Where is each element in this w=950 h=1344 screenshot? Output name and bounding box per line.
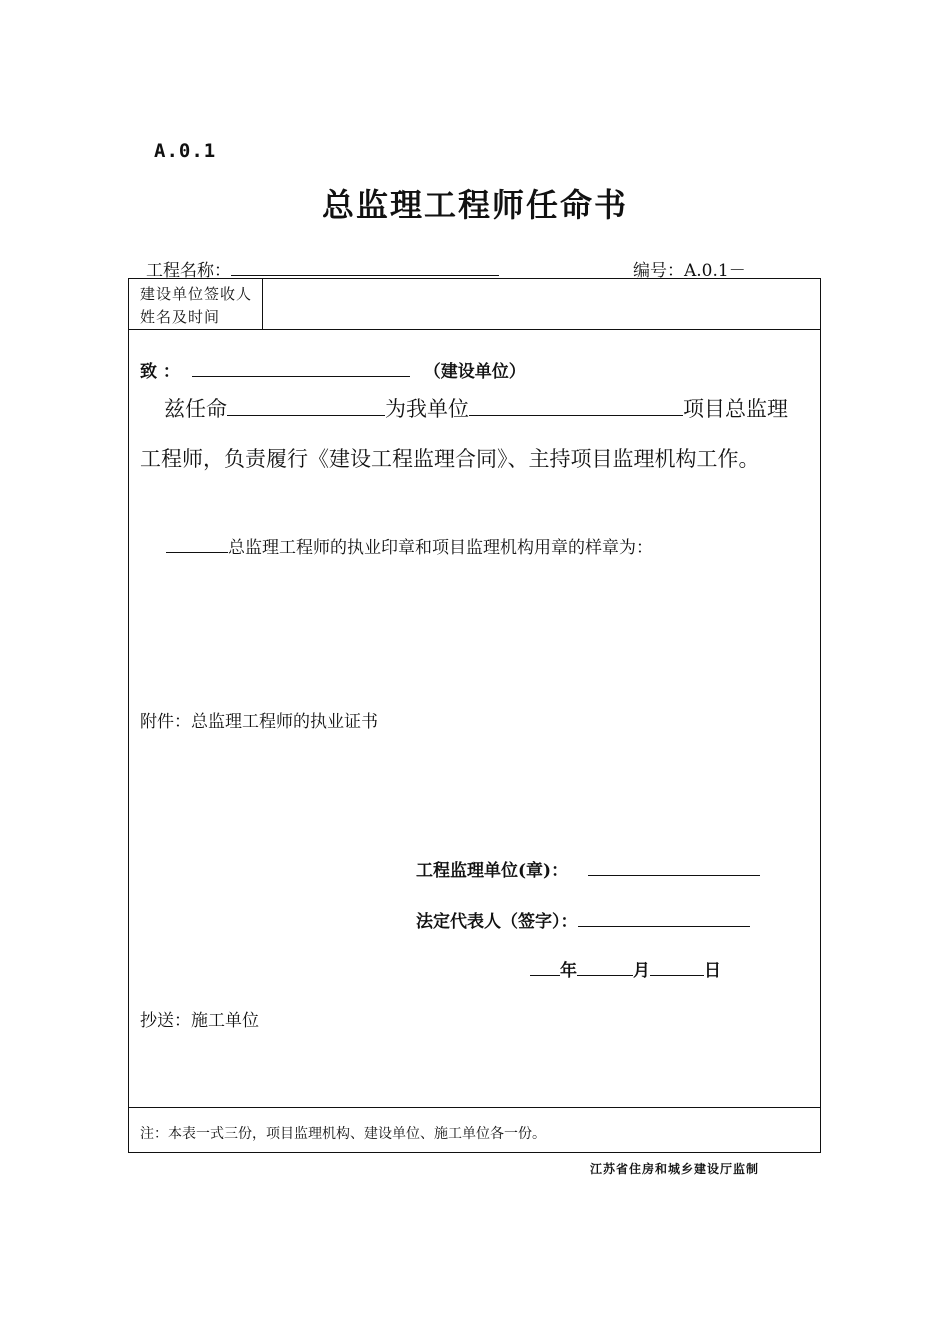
appointee-name-field[interactable] bbox=[227, 396, 385, 416]
project-field[interactable] bbox=[469, 396, 683, 416]
appoint-prefix: 兹任命 bbox=[164, 397, 227, 421]
seal-name-field[interactable] bbox=[166, 536, 228, 553]
appoint-middle: 为我单位 bbox=[385, 397, 469, 421]
legal-rep-field[interactable] bbox=[578, 910, 750, 927]
appointment-line-1 bbox=[164, 393, 788, 423]
supervisor-unit-row bbox=[416, 856, 760, 881]
day-label: 日 bbox=[704, 961, 721, 981]
table-note: 注：本表一式三份，项目监理机构、建设单位、施工单位各一份。 bbox=[140, 1126, 546, 1142]
form-code: A.0.1 bbox=[154, 140, 217, 162]
table-divider-note bbox=[129, 1107, 820, 1108]
table-divider-label bbox=[262, 279, 263, 329]
receiver-label: 建设单位签收人姓名及时间 bbox=[140, 285, 253, 326]
page-title: 总监理工程师任命书 bbox=[321, 186, 628, 224]
addressee-suffix: （建设单位） bbox=[423, 362, 526, 382]
attachment-text: 附件：总监理工程师的执业证书 bbox=[140, 712, 378, 732]
appoint-suffix: 项目总监理 bbox=[683, 397, 788, 421]
seal-sample-row bbox=[166, 533, 653, 558]
date-row bbox=[530, 956, 721, 981]
month-label: 月 bbox=[633, 961, 650, 981]
cc-text: 抄送：施工单位 bbox=[140, 1011, 259, 1031]
legal-rep-row bbox=[416, 907, 750, 932]
receiver-signature-field[interactable] bbox=[264, 281, 818, 327]
project-name-field[interactable] bbox=[231, 259, 499, 276]
supervisor-unit-field[interactable] bbox=[588, 859, 760, 876]
appointment-line-2: 工程师，负责履行《建设工程监理合同》、主持项目监理机构工作。 bbox=[140, 447, 760, 471]
year-field[interactable] bbox=[530, 959, 560, 976]
project-name-label: 工程名称： bbox=[146, 261, 231, 281]
form-number: 编号：A.0.1－ bbox=[633, 261, 746, 281]
seal-sample-text: 总监理工程师的执业印章和项目监理机构用章的样章为： bbox=[228, 538, 653, 558]
addressee-prefix: 致 ： bbox=[140, 362, 180, 382]
issuer-footer: 江苏省住房和城乡建设厅监制 bbox=[590, 1162, 760, 1176]
construction-unit-field[interactable] bbox=[192, 360, 410, 377]
day-field[interactable] bbox=[650, 959, 704, 976]
addressee-row bbox=[140, 357, 526, 382]
supervisor-unit-label: 工程监理单位(章)： bbox=[416, 861, 569, 881]
month-field[interactable] bbox=[577, 959, 633, 976]
legal-rep-label: 法定代表人（签字）： bbox=[416, 912, 578, 932]
table-divider-top bbox=[129, 329, 820, 330]
year-label: 年 bbox=[560, 961, 577, 981]
